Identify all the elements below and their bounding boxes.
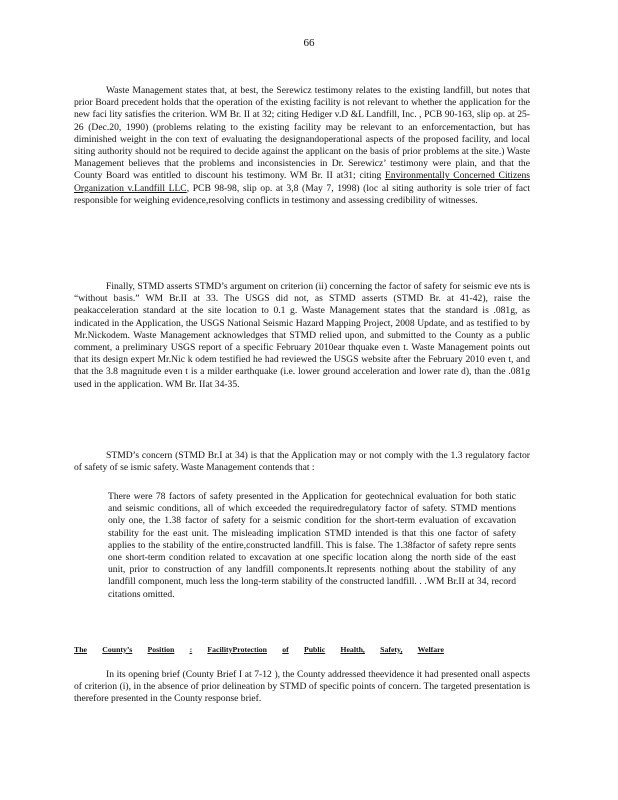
heading-word: County’s	[102, 645, 133, 654]
heading-word: :	[189, 645, 193, 654]
heading-word: FacilityProtection	[207, 645, 268, 654]
heading-word: of	[282, 645, 289, 654]
heading-word: Position	[147, 645, 175, 654]
heading-word: The	[74, 645, 87, 654]
heading-word: Public	[303, 645, 326, 654]
paragraph-1-text-b: , PCB 98-98, slip op. at 3,8 (May 7, 1998) (loc al siting authority is sole trier of fact responsible for weighing evidence,resolving conflicts in testimony and assessing credibility of witnesses.	[74, 182, 530, 206]
case-citation: Environmentally Concerned Citizens Organization v.Landfill LLC	[74, 170, 530, 194]
paragraph-existing-landfill	[74, 85, 530, 207]
block-quote: There were 78 factors of safety presented in the Application for geotechnical evaluation for both static and seismic conditions, all of which exceeded the requiredregulatory factor of safety. STMD mentions only one, the 1.38 factor of safety for a seismic condition for the short-term evaluation of excavation stability for the east unit. The misleading implication STMD intended is that this one factor of safety applies to the stability of the entire,constructed landfill. This is false. The 1.38factor of safety repre sents one short-term condition related to excavation at one specific location along the north side of the east unit, prior to construction of any landfill components.It represents nothing about the stability of any landfill component, much less the long-term stability of the constructed landfill. . .WM Br.II at 34, record citations omitted.	[108, 491, 516, 600]
heading-word: Welfare	[417, 645, 444, 654]
heading-word: Health,	[340, 645, 365, 654]
paragraph-seismic-safety: Finally, STMD asserts STMD’s argument on criterion (ii) concerning the factor of safety for seismic eve nts is “without basis.” WM Br.II at 33. The USGS did not, as STMD asserts (STMD Br. at 41-42), raise the peakacceleration standard at the site location to 0.1 g. Waste Management states that the standard is .081g, as indicated in the Application, the USGS National Seismic Hazard Mapping Project, 2008 Update, and as testified to by Mr.Nickodem. Waste Management acknowledges that STMD relied upon, and submitted to the County as a public comment, a preliminary USGS report of a specific February 2010ear thquake even t. Waste Management points out that its design expert Mr.Nic k odem testified he had reviewed the USGS website after the February 2010 even t, and that the 3.8 magnitude even t is a milder earthquake (i.e. lower ground acceleration and lower rate d), than the .081g used in the application. WM Br. IIat 34-35.	[74, 281, 530, 390]
paragraph-county-brief: In its opening brief (County Brief I at 7-12 ), the County addressed theevidence it had presented onall aspects of criterion (i), in the absence of prior delineation by STMD of specific points of concern. The targeted presentation is therefore presented in the County response brief.	[74, 669, 530, 705]
heading-word: Safety,	[380, 645, 403, 654]
paragraph-1-text-a: Waste Management states that, at best, the Serewicz testimony relates to the existing landfill, but notes that prior Board precedent holds that the operation of the existing facility is not relevant to whether the application for the new faci lity satisfies the criterion. WM Br. II at 32; citing Hediger v.D &L Landfill, Inc. , PCB 90-163, slip op. at 25-26 (Dec.20, 1990) (problems relating to the existing facility may be relevant to an enforcementaction, but has diminished weight in the con text of evaluating the designandoperational aspects of the proposed facility, and local siting authority should not be required to decide against the applicant on the basis of prior problems at the site.) Waste Management believes that the problems and inconsistencies in Dr. Serewicz’ testimony were plain, and that the County Board was entitled to discount his testimony. WM Br. II at31; citing	[74, 85, 530, 182]
section-heading	[74, 645, 444, 654]
paragraph-stmd-concern: STMD’s concern (STMD Br.I at 34) is that the Application may or not comply with the 1.3 regulatory factor of safety of se ismic safety. Waste Management contends that :	[74, 450, 530, 474]
page-number: 66	[303, 37, 315, 49]
